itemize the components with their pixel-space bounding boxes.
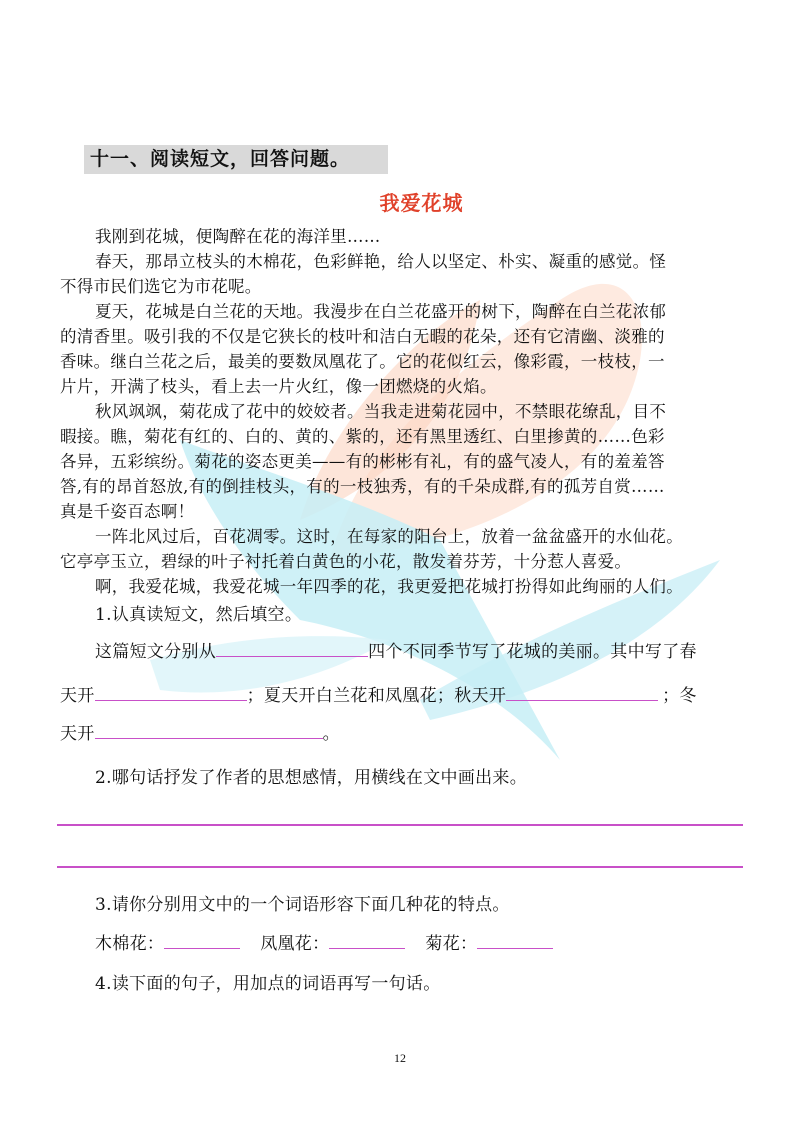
label-kapok: 木棉花：: [95, 934, 165, 954]
passage-line: 各异，五彩缤纷。菊花的姿态更美——有的彬彬有礼，有的盛气凌人，有的羞羞答: [60, 452, 665, 471]
label-chrysanthemum: 菊花：: [425, 934, 478, 954]
answer-blank-seasons[interactable]: [216, 642, 368, 657]
passage-line: 一阵北风过后，百花凋零。这时，在每家的阳台上，放着一盆盆盛开的水仙花。: [95, 527, 683, 546]
answer-blank-chrysanthemum[interactable]: [477, 934, 553, 949]
question-3-prompt: 3.请你分别用文中的一个词语形容下面几种花的特点。: [95, 895, 510, 915]
question-1-line-3: [60, 722, 340, 746]
answer-blank-phoenix-flower[interactable]: [329, 934, 405, 949]
q1-text: 天开: [60, 724, 95, 744]
question-1-line-2: [60, 684, 697, 708]
question-4-prompt: 4.读下面的句子，用加点的词语再写一句话。: [95, 974, 441, 994]
question-2-prompt: 2.哪句话抒发了作者的思想感情，用横线在文中画出来。: [95, 768, 528, 788]
answer-line[interactable]: [57, 866, 743, 868]
answer-blank-spring-flower[interactable]: [95, 686, 247, 701]
passage-line: 暇接。瞧，菊花有红的、白的、黄的、紫的，还有黑里透红、白里掺黄的……色彩: [60, 427, 665, 446]
passage-title: 我爱花城: [379, 191, 464, 215]
q1-text: 秋天开: [454, 686, 507, 706]
answer-blank-kapok[interactable]: [164, 934, 240, 949]
question-1-line-1: [95, 640, 697, 664]
passage-line: 秋风飒飒，菊花成了花中的姣姣者。当我走进菊花园中，不禁眼花缭乱，目不: [95, 402, 667, 421]
answer-blank-winter-flower[interactable]: [95, 724, 323, 739]
passage-line: 我刚到花城，便陶醉在花的海洋里……: [95, 227, 381, 246]
answer-line[interactable]: [57, 824, 743, 826]
passage-line: 香味。继白兰花之后，最美的要数凤凰花了。它的花似红云，像彩霞，一枝枝，一: [60, 352, 665, 371]
passage-line: 的清香里。吸引我的不仅是它狭长的枝叶和洁白无暇的花朵，还有它清幽、淡雅的: [60, 327, 665, 346]
label-phoenix-flower: 凤凰花：: [260, 934, 330, 954]
question-1-prompt: 1.认真读短文，然后填空。: [95, 605, 303, 625]
section-heading: 十一、阅读短文，回答问题。: [84, 145, 388, 174]
passage-line: 答,有的昂首怒放,有的倒挂枝头，有的一枝独秀，有的千朵成群,有的孤芳自赏……: [60, 477, 665, 496]
passage-line: 夏天，花城是白兰花的天地。我漫步在白兰花盛开的树下，陶醉在白兰花浓郁: [95, 302, 667, 321]
q1-text: 天开: [60, 686, 95, 706]
q1-text: 这篇短文分别从: [95, 642, 217, 662]
question-3-answers: [95, 932, 553, 956]
q1-text: ；夏天开白兰花和凤凰花；: [246, 686, 455, 706]
q1-text: 四个不同季节写了花城的美丽。其中写了春: [368, 642, 697, 662]
passage-line: 真是千姿百态啊！: [60, 502, 195, 521]
passage-line: 不得市民们选它为市花呢。: [60, 277, 262, 296]
passage-line: 春天，那昂立枝头的木棉花，色彩鲜艳，给人以坚定、朴实、凝重的感觉。怪: [95, 252, 667, 271]
answer-blank-autumn-flower[interactable]: [506, 686, 658, 701]
q1-text: ；冬: [662, 686, 697, 706]
q1-text: 。: [322, 724, 340, 744]
passage-line: 它亭亭玉立，碧绿的叶子衬托着白黄色的小花，散发着芬芳，十分惹人喜爱。: [60, 552, 632, 571]
passage-line: 片片，开满了枝头，看上去一片火红，像一团燃烧的火焰。: [60, 377, 497, 396]
page-number: 12: [394, 1051, 406, 1065]
passage-line: 啊，我爱花城，我爱花城一年四季的花，我更爱把花城打扮得如此绚丽的人们。: [95, 577, 683, 596]
